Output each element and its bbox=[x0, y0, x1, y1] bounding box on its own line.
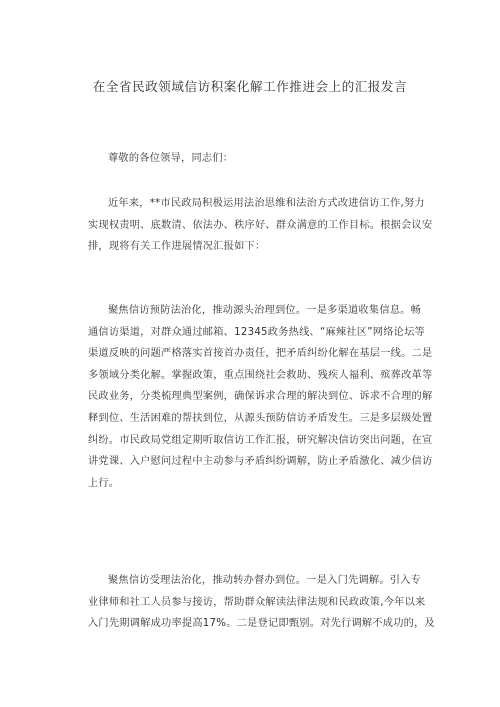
greeting-line: 尊敬的各位领导，同志们： bbox=[108, 153, 234, 164]
paragraph-line: 聚焦信访预防法治化，推动源头治理到位。一是多渠道收集信息。畅 bbox=[108, 305, 422, 316]
greeting-paragraph bbox=[88, 148, 430, 170]
intro-paragraph bbox=[88, 193, 433, 258]
paragraph-line: 实现权责明、底数清、依法办、秩序好、群众满意的工作目标。根据会议安 bbox=[88, 219, 433, 231]
paragraph-line: 多领域分类化解。掌握政策，重点围绕社会救助、残疾人福利、殡葬改革等 bbox=[88, 369, 433, 381]
paragraph-line: 释到位、生活困难的帮扶到位，从源头预防信访矛盾发生。三是多层级处置 bbox=[88, 412, 433, 424]
paragraph-line: 聚焦信访受理法治化，推动转办督办到位。一是入门先调解。引入专 bbox=[108, 575, 422, 586]
acceptance-paragraph bbox=[88, 570, 435, 635]
paragraph-line: 上行。 bbox=[88, 477, 120, 489]
paragraph-line: 渠道反映的问题严格落实首接首办责任，把矛盾纠纷化解在基层一线。二是 bbox=[88, 348, 433, 360]
paragraph-line: 入门先期调解成功率提高17%。二是登记即甄别。对先行调解不成功的，及 bbox=[88, 618, 435, 630]
prevention-paragraph bbox=[88, 300, 433, 494]
paragraph-line: 业律师和社工人员参与接访，帮助群众解读法律法规和民政政策,今年以来 bbox=[88, 596, 426, 608]
paragraph-line: 讲党课、入户慰问过程中主动参与矛盾纠纷调解，防止矛盾激化、减少信访 bbox=[88, 456, 433, 468]
paragraph-line: 排，现将有关工作进展情况汇报如下： bbox=[88, 241, 266, 253]
paragraph-line: 民政业务，分类梳理典型案例，确保诉求合理的解决到位、诉求不合理的解 bbox=[88, 391, 433, 403]
document-title: 在全省民政领域信访积案化解工作推进会上的汇报发言 bbox=[92, 79, 408, 94]
paragraph-line: 通信访渠道，对群众通过邮箱、12345政务热线、“麻辣社区”网络论坛等 bbox=[88, 326, 425, 338]
paragraph-line: 纠纷。市民政局党组定期听取信访工作汇报，研究解决信访突出问题，在宣 bbox=[88, 434, 433, 446]
paragraph-line: 近年来，**市民政局积极运用法治思维和法治方式改进信访工作,努力 bbox=[108, 198, 425, 209]
